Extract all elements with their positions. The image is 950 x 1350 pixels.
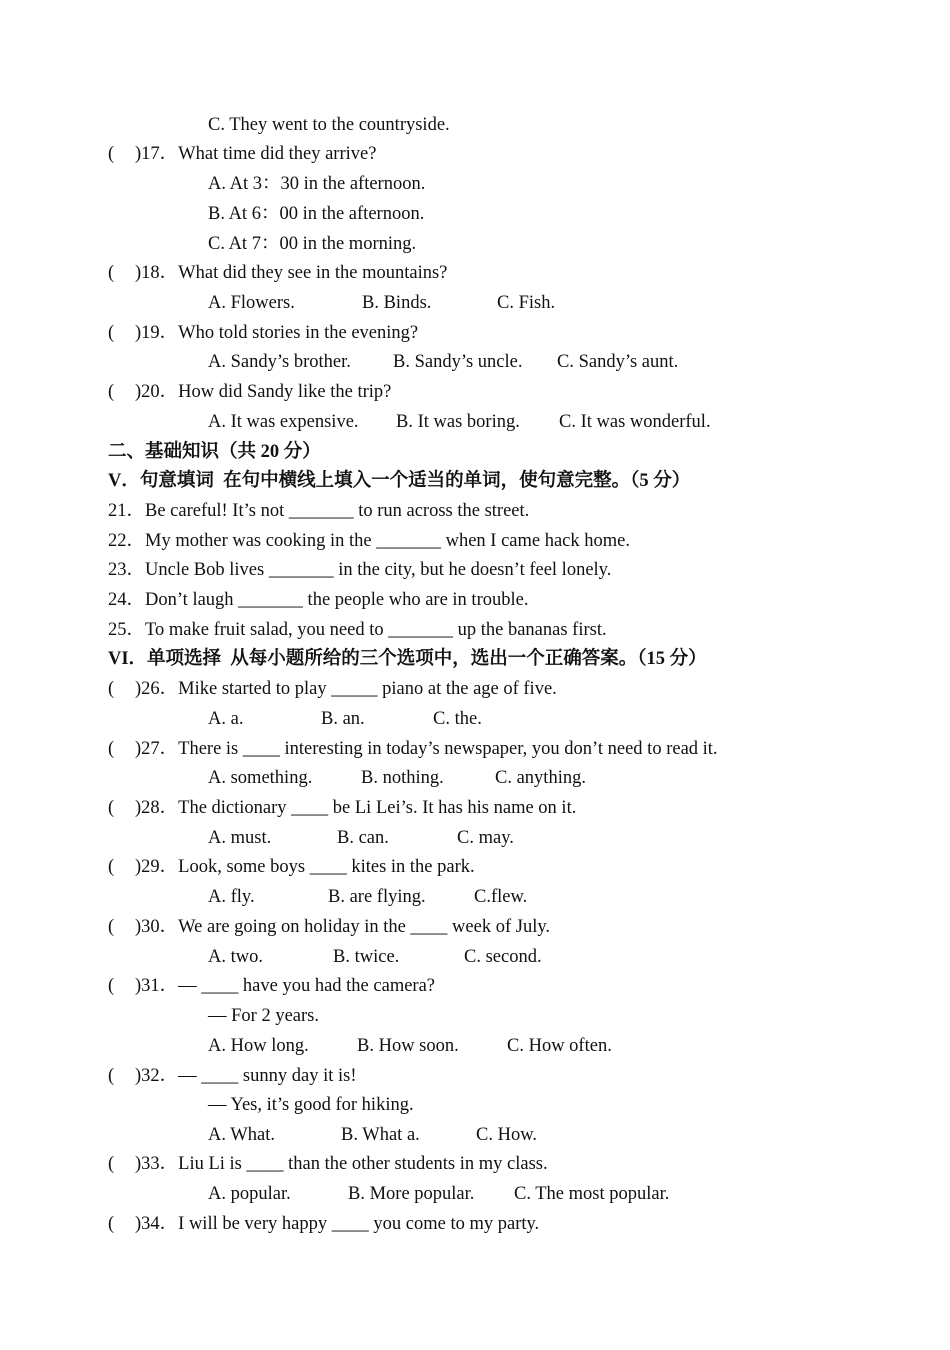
question-31: )31．— ____ have you had the camera? <box>135 976 436 996</box>
question-18: )18．What did they see in the mountains? <box>135 263 448 283</box>
q27-option-c: C. anything. <box>495 768 586 788</box>
q30-option-a: A. two. <box>208 947 263 967</box>
answer-paren: ( <box>108 739 115 759</box>
q32-option-a: A. What. <box>208 1125 275 1145</box>
fill-in-21: 21．Be careful! It’s not _______ to run across the street. <box>108 501 530 521</box>
question-32: )32．— ____ sunny day it is! <box>135 1066 357 1086</box>
answer-paren: ( <box>108 917 115 937</box>
q31-option-b: B. How soon. <box>357 1036 459 1056</box>
question-29: )29．Look, some boys ____ kites in the park. <box>135 857 475 877</box>
question-17: )17．What time did they arrive? <box>135 144 377 164</box>
answer-paren: ( <box>108 1214 115 1234</box>
q32-option-b: B. What a. <box>341 1125 420 1145</box>
question-28: )28．The dictionary ____ be Li Lei’s. It has his name on it. <box>135 798 577 818</box>
q16-option-c: C. They went to the countryside. <box>208 115 450 135</box>
answer-paren: ( <box>108 263 115 283</box>
section-2-title: 二、基础知识（共 20 分） <box>108 442 321 462</box>
q18-option-b: B. Binds. <box>362 293 432 313</box>
fill-in-23: 23．Uncle Bob lives _______ in the city, but he doesn’t feel lonely. <box>108 560 612 580</box>
q33-option-c: C. The most popular. <box>514 1184 670 1204</box>
q17-option-a: A. At 3：30 in the afternoon. <box>208 174 426 194</box>
answer-paren: ( <box>108 382 115 402</box>
q18-option-c: C. Fish. <box>497 293 556 313</box>
q29-option-a: A. fly. <box>208 887 255 907</box>
q26-option-b: B. an. <box>321 709 365 729</box>
fill-in-25: 25．To make fruit salad, you need to _______ up the bananas first. <box>108 620 607 640</box>
answer-paren: ( <box>108 323 115 343</box>
answer-paren: ( <box>108 976 115 996</box>
q28-option-b: B. can. <box>337 828 389 848</box>
section-6-title: VI．单项选择 从每小题所给的三个选项中，选出一个正确答案。（15 分） <box>108 649 707 669</box>
q31-option-c: C. How often. <box>507 1036 612 1056</box>
question-20: )20．How did Sandy like the trip? <box>135 382 392 402</box>
q33-option-b: B. More popular. <box>348 1184 475 1204</box>
q29-option-b: B. are flying. <box>328 887 426 907</box>
q33-option-a: A. popular. <box>208 1184 291 1204</box>
q20-option-c: C. It was wonderful. <box>559 412 711 432</box>
q18-option-a: A. Flowers. <box>208 293 295 313</box>
question-30: )30．We are going on holiday in the ____ week of July. <box>135 917 551 937</box>
q31-option-a: A. How long. <box>208 1036 309 1056</box>
q32-option-c: C. How. <box>476 1125 537 1145</box>
q20-option-b: B. It was boring. <box>396 412 520 432</box>
q26-option-a: A. a. <box>208 709 244 729</box>
q27-option-a: A. something. <box>208 768 313 788</box>
q30-option-b: B. twice. <box>333 947 400 967</box>
question-27: )27．There is ____ interesting in today’s newspaper, you don’t need to read it. <box>135 739 718 759</box>
q26-option-c: C. the. <box>433 709 482 729</box>
q20-option-a: A. It was expensive. <box>208 412 359 432</box>
answer-paren: ( <box>108 144 115 164</box>
q28-option-a: A. must. <box>208 828 272 848</box>
answer-paren: ( <box>108 1154 115 1174</box>
q17-option-b: B. At 6：00 in the afternoon. <box>208 204 425 224</box>
fill-in-24: 24．Don’t laugh _______ the people who are in trouble. <box>108 590 529 610</box>
section-5-title: V．句意填词 在句中横线上填入一个适当的单词，使句意完整。（5 分） <box>108 471 691 491</box>
fill-in-22: 22．My mother was cooking in the _______ when I came hack home. <box>108 531 630 551</box>
q29-option-c: C.flew. <box>474 887 528 907</box>
answer-paren: ( <box>108 1066 115 1086</box>
answer-paren: ( <box>108 679 115 699</box>
q30-option-c: C. second. <box>464 947 542 967</box>
question-33: )33．Liu Li is ____ than the other students in my class. <box>135 1154 548 1174</box>
q28-option-c: C. may. <box>457 828 514 848</box>
q19-option-b: B. Sandy’s uncle. <box>393 352 523 372</box>
answer-paren: ( <box>108 798 115 818</box>
q17-option-c: C. At 7：00 in the morning. <box>208 234 417 254</box>
q32-dialog: — Yes, it’s good for hiking. <box>208 1095 414 1115</box>
question-19: )19．Who told stories in the evening? <box>135 323 419 343</box>
q31-dialog: — For 2 years. <box>208 1006 319 1026</box>
answer-paren: ( <box>108 857 115 877</box>
q19-option-a: A. Sandy’s brother. <box>208 352 351 372</box>
question-26: )26．Mike started to play _____ piano at the age of five. <box>135 679 557 699</box>
question-34: )34．I will be very happy ____ you come to my party. <box>135 1214 540 1234</box>
q19-option-c: C. Sandy’s aunt. <box>557 352 679 372</box>
q27-option-b: B. nothing. <box>361 768 444 788</box>
